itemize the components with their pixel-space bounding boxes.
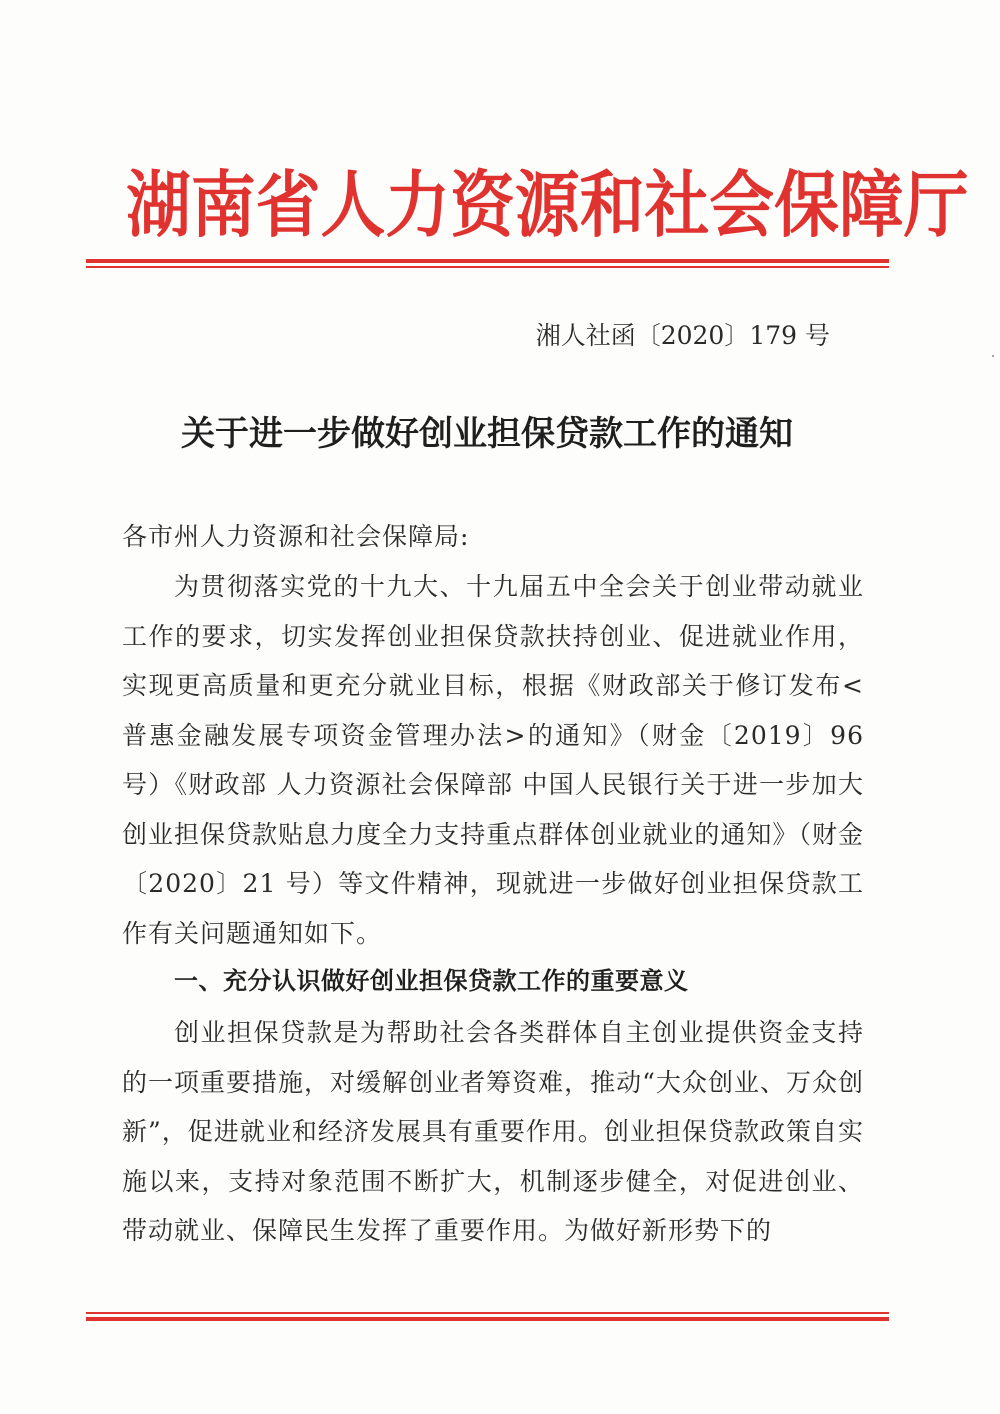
addressee: 各市州人力资源和社会保障局: [122, 522, 470, 551]
document-number: 湘人社函〔2020〕179 号 [535, 321, 830, 350]
body-paragraph-intro: 为贯彻落实党的十九大、十九届五中全会关于创业带动就业工作的要求，切实发挥创业担保贷款扶持创业、促进就业作用，实现更高质量和更充分就业目标，根据《财政部关于修订发布<普惠金融发展专项资金管理办法>的通知》（财金〔2019〕96 号）《财政部 人力资源社会保障部 中国人民银行关于进一步加大创业担保贷款贴息力度全力支持重点群体创业就业的通知》（财金〔2020〕21 号）等文件精神，现就进一步做好创业担保贷款工作有关问题通知如下。 [122, 572, 864, 948]
scan-speck [992, 355, 994, 357]
letterhead-agency-name: 湖南省人力资源和社会保障厅 [126, 162, 969, 247]
letterhead-red-rule-thin [86, 266, 889, 268]
body-paragraph-section-1: 创业担保贷款是为帮助社会各类群体自主创业提供资金支持的一项重要措施，对缓解创业者筹资难，推动“大众创业、万众创新”，促进就业和经济发展具有重要作用。创业担保贷款政策自实施以来，支持对象范围不断扩大，机制逐步健全，对促进创业、带动就业、保障民生发挥了重要作用。为做好新形势下的 [122, 1018, 864, 1245]
footer-red-rule-thin [86, 1312, 889, 1314]
document-title: 关于进一步做好创业担保贷款工作的通知 [181, 414, 793, 454]
section-heading-1: 一、充分认识做好创业担保贷款工作的重要意义 [174, 967, 689, 995]
footer-red-rule-thick [86, 1317, 889, 1321]
letterhead-red-rule-thick [86, 259, 889, 263]
